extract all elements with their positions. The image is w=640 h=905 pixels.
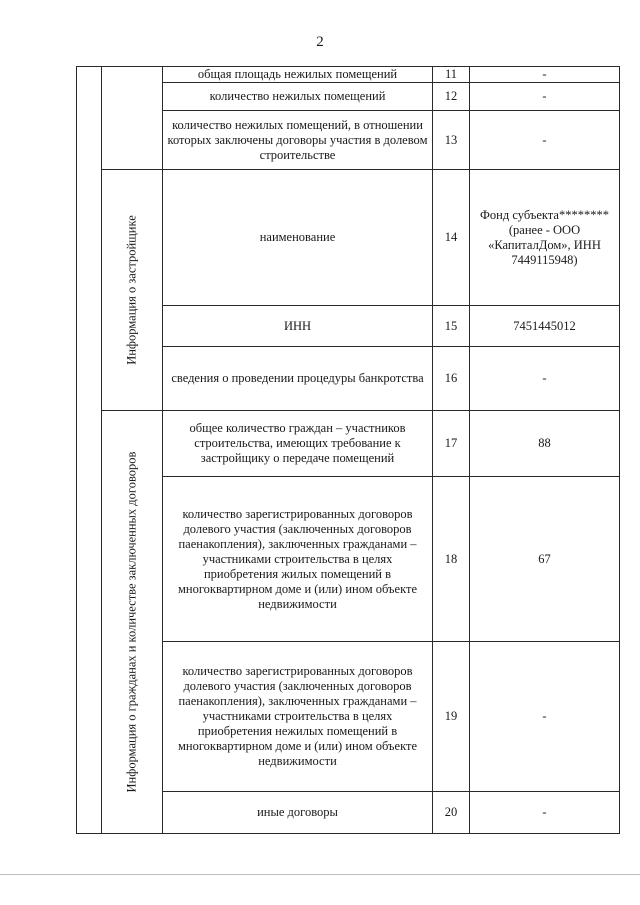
row-label: наименование [163, 170, 433, 306]
section-cell-developer [102, 170, 163, 411]
row-number: 12 [433, 83, 470, 111]
row-value: - [470, 347, 620, 411]
section-cell-citizens [102, 411, 163, 834]
table-row [77, 67, 620, 83]
row-label: ИНН [163, 306, 433, 347]
row-label: общая площадь нежилых помещений [163, 67, 433, 83]
row-value: 7451445012 [470, 306, 620, 347]
row-label: количество нежилых помещений [163, 83, 433, 111]
row-value: - [470, 792, 620, 834]
row-number: 18 [433, 477, 470, 642]
row-number: 14 [433, 170, 470, 306]
row-value: 88 [470, 411, 620, 477]
row-value: 67 [470, 477, 620, 642]
row-value: - [470, 83, 620, 111]
row-label: количество нежилых помещений, в отношении которых заключены договоры участия в долевом строительстве [163, 111, 433, 170]
row-label: сведения о проведении процедуры банкротства [163, 347, 433, 411]
row-number: 16 [433, 347, 470, 411]
row-value: - [470, 67, 620, 83]
row-value: - [470, 642, 620, 792]
outer-margin-column [77, 67, 102, 834]
row-label: иные договоры [163, 792, 433, 834]
table-row [77, 411, 620, 477]
row-label: количество зарегистрированных договоров долевого участия (заключенных договоров паенакопления), заключенных гражданами – участниками строительства в целях приобретения нежилых помещений в многоквартирном доме и (или) ином объекте недвижимости [163, 642, 433, 792]
row-label: общее количество граждан – участников строительства, имеющих требование к застройщику о передаче помещений [163, 411, 433, 477]
row-number: 15 [433, 306, 470, 347]
section-label-developer: Информация о застройщике [124, 215, 139, 365]
section-label-citizens: Информация о гражданах и количестве заключенных договоров [124, 451, 139, 793]
row-number: 19 [433, 642, 470, 792]
row-label: количество зарегистрированных договоров долевого участия (заключенных договоров паенакопления), заключенных гражданами – участниками строительства в целях приобретения жилых помещений в многоквартирном доме и (или) ином объекте недвижимости [163, 477, 433, 642]
row-value: - [470, 111, 620, 170]
row-number: 11 [433, 67, 470, 83]
row-number: 17 [433, 411, 470, 477]
page-number: 2 [316, 34, 324, 50]
scan-edge-line [0, 874, 640, 875]
section-cell-continued [102, 67, 163, 170]
row-value: Фонд субъекта******** (ранее - ООО «КапиталДом», ИНН 7449115948) [470, 170, 620, 306]
row-number: 20 [433, 792, 470, 834]
data-table [76, 66, 620, 834]
table-row [77, 170, 620, 306]
row-number: 13 [433, 111, 470, 170]
